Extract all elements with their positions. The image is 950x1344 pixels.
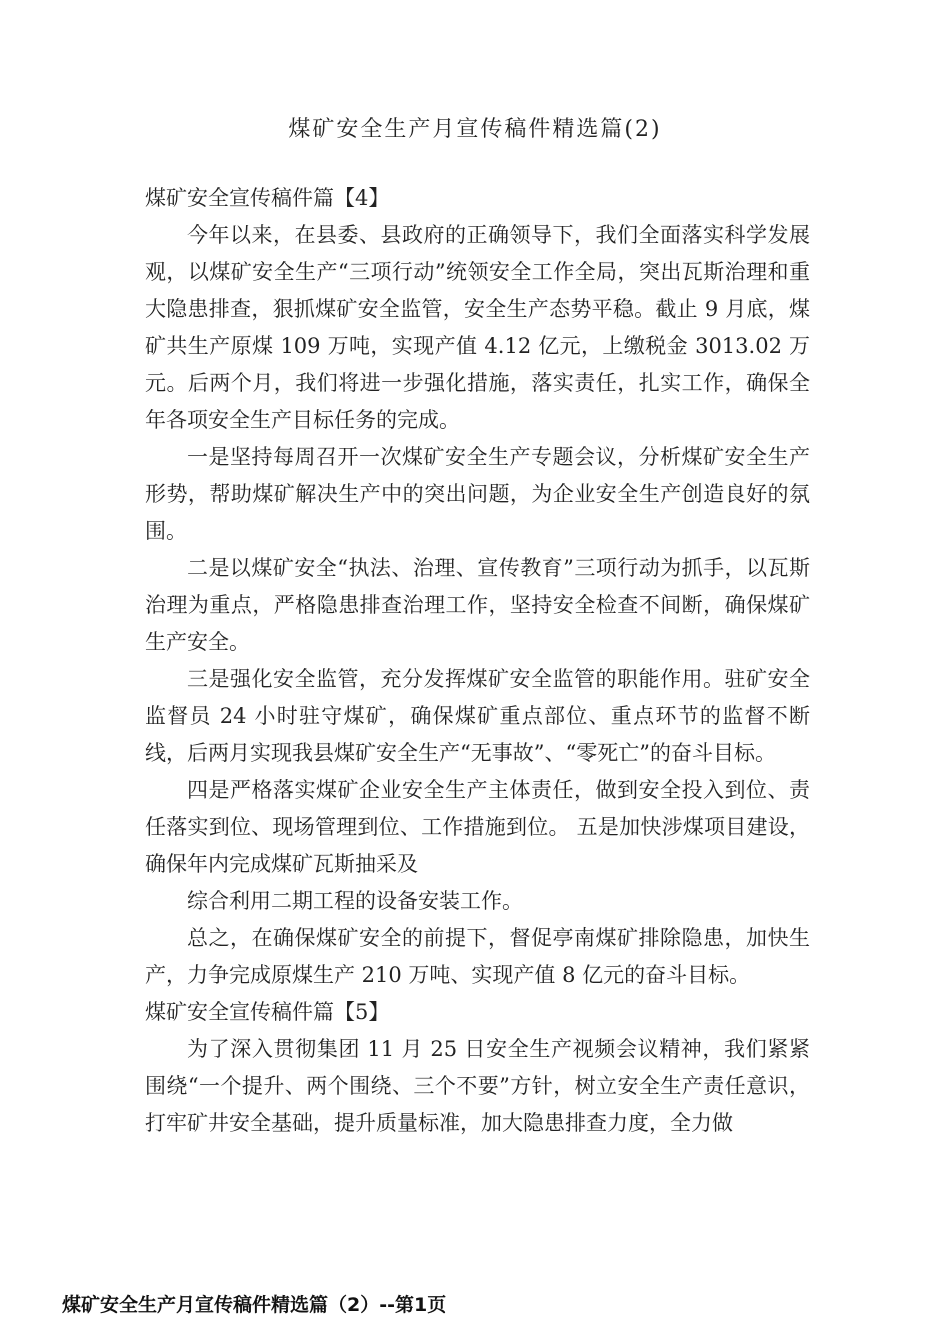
page-title: 煤矿安全生产月宣传稿件精选篇(2)	[288, 117, 662, 142]
paragraph-point-2: 二是以煤矿安全“执法、治理、宣传教育”三项行动为抓手，以瓦斯治理为重点，严格隐患排查治理工作，坚持安全检查不间断，确保煤矿生产安全。	[145, 556, 810, 654]
section-heading-5: 煤矿安全宣传稿件篇【5】	[145, 1000, 390, 1024]
paragraph-summary: 总之，在确保煤矿安全的前提下，督促亭南煤矿排除隐患，加快生产，力争完成原煤生产 210 万吨、实现产值 8 亿元的奋斗目标。	[145, 926, 810, 987]
section-heading-4: 煤矿安全宣传稿件篇【4】	[145, 186, 390, 210]
paragraph-continuation: 综合利用二期工程的设备安装工作。	[187, 889, 523, 913]
paragraph-point-4-5: 四是严格落实煤矿企业安全生产主体责任，做到安全投入到位、责任落实到位、现场管理到位、工作措施到位。 五是加快涉煤项目建设，确保年内完成煤矿瓦斯抽采及	[145, 778, 810, 876]
paragraph-point-3: 三是强化安全监管，充分发挥煤矿安全监管的职能作用。驻矿安全监督员 24 小时驻守煤矿，确保煤矿重点部位、重点环节的监督不断线，后两月实现我县煤矿安全生产“无事故”、“零死亡”的奋斗目标。	[145, 667, 810, 765]
document-body	[145, 180, 810, 1142]
paragraph-section-5-intro: 为了深入贯彻集团 11 月 25 日安全生产视频会议精神，我们紧紧围绕“一个提升、两个围绕、三个不要”方针，树立安全生产责任意识，打牢矿井安全基础，提升质量标准，加大隐患排查力度，全力做	[145, 1037, 810, 1135]
page-footer: 煤矿安全生产月宣传稿件精选篇（2）--第1页	[62, 1294, 447, 1316]
paragraph-intro: 今年以来，在县委、县政府的正确领导下，我们全面落实科学发展观，以煤矿安全生产“三项行动”统领安全工作全局，突出瓦斯治理和重大隐患排查，狠抓煤矿安全监管，安全生产态势平稳。截止 9 月底，煤矿共生产原煤 109 万吨，实现产值 4.12 亿元，上缴税金 3013.02 万元。后两个月，我们将进一步强化措施，落实责任，扎实工作，确保全年各项安全生产目标任务的完成。	[145, 223, 810, 432]
paragraph-point-1: 一是坚持每周召开一次煤矿安全生产专题会议，分析煤矿安全生产形势，帮助煤矿解决生产中的突出问题，为企业安全生产创造良好的氛围。	[145, 445, 810, 543]
